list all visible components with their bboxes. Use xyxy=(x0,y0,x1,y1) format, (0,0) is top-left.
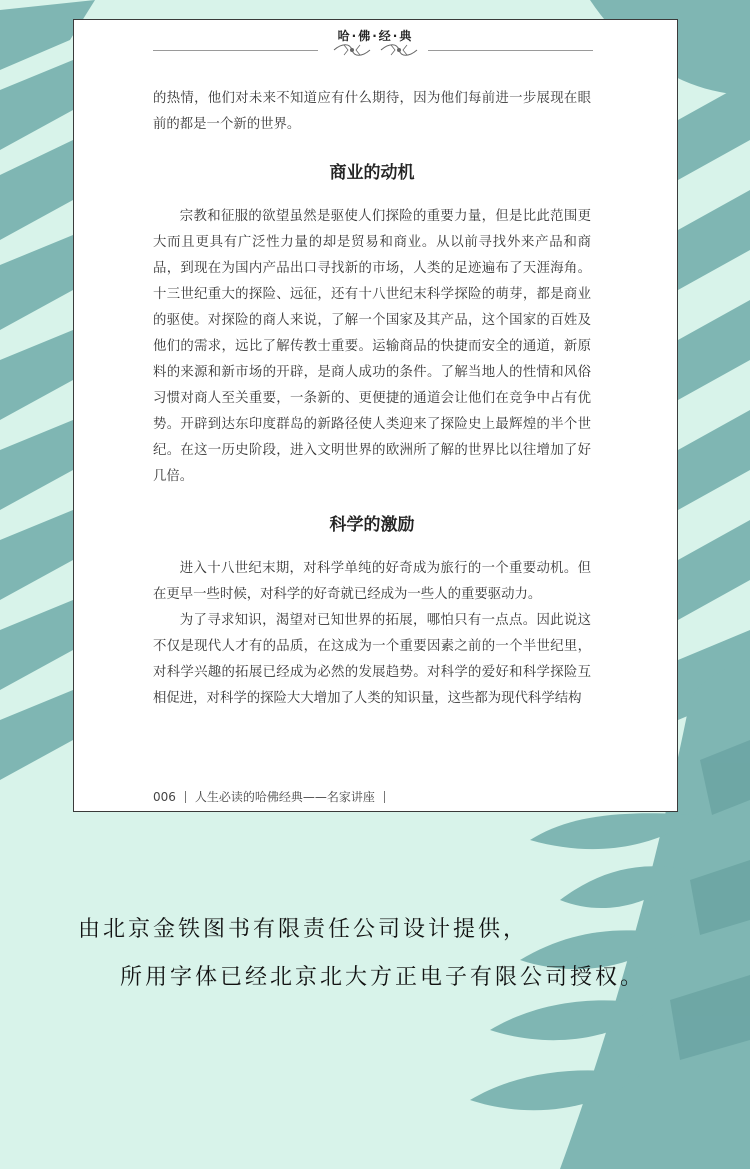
science-paragraph-1: 进入十八世纪末期，对科学单纯的好奇成为旅行的一个重要动机。但在更早一些时候，对科学的好奇就已经成为一些人的重要驱动力。 xyxy=(153,561,591,602)
page-number: 006 xyxy=(153,789,176,804)
footer-divider xyxy=(185,791,186,803)
book-page xyxy=(73,19,678,812)
science-paragraph-2: 为了寻求知识，渴望对已知世界的拓展，哪怕只有一点点。因此说这不仅是现代人才有的品质，在这成为一个重要因素之前的一个半世纪里，对科学兴趣的拓展已经成为必然的发展趋势。对科学的爱好和科学探险互相促进，对科学的探险大大增加了人类的知识量，这些都为现代科学结构 xyxy=(153,613,591,706)
section-title-commerce: 商业的动机 xyxy=(329,163,415,183)
credit-line-font: 所用字体已经北京北大方正电子有限公司授权。 xyxy=(120,965,646,990)
header-ornament-right-icon xyxy=(379,41,419,59)
header-ornament-left-icon xyxy=(332,41,372,59)
commerce-paragraph: 宗教和征服的欲望虽然是驱使人们探险的重要力量，但是比此范围更大而且更具有广泛性力量的却是贸易和商业。从以前寻找外来产品和商品，到现在为国内产品出口寻找新的市场，人类的足迹遍布了天涯海角。十三世纪重大的探险、远征，还有十八世纪末科学探险的萌芽，都是商业的驱使。对探险的商人来说，了解一个国家及其产品，这个国家的百姓及他们的需求，远比了解传教士重要。运输商品的快捷而安全的通道，新原料的来源和新市场的开辟，是商人成功的条件。了解当地人的性情和风俗习惯对商人至关重要，一条新的、更便捷的通道会让他们在竞争中占有优势。开辟到达东印度群岛的新路径使人类迎来了探险史上最辉煌的半个世纪。在这一历史阶段，进入文明世界的欧洲所了解的世界比以往增加了好几倍。 xyxy=(153,209,591,484)
intro-paragraph: 的热情，他们对未来不知道应有什么期待，因为他们每前进一步展现在眼前的都是一个新的世界。 xyxy=(153,91,591,132)
section-title-science: 科学的激励 xyxy=(329,515,415,535)
header-rule-right xyxy=(428,50,593,51)
credit-line-design: 由北京金铁图书有限责任公司设计提供， xyxy=(78,917,529,942)
footer-divider-end xyxy=(384,791,385,803)
book-title: 人生必读的哈佛经典——名家讲座 xyxy=(194,790,375,804)
page-content xyxy=(153,86,591,712)
header-rule-left xyxy=(153,50,318,51)
page-footer xyxy=(153,788,394,805)
page-header-title: 哈·佛·经·典 xyxy=(337,29,414,43)
